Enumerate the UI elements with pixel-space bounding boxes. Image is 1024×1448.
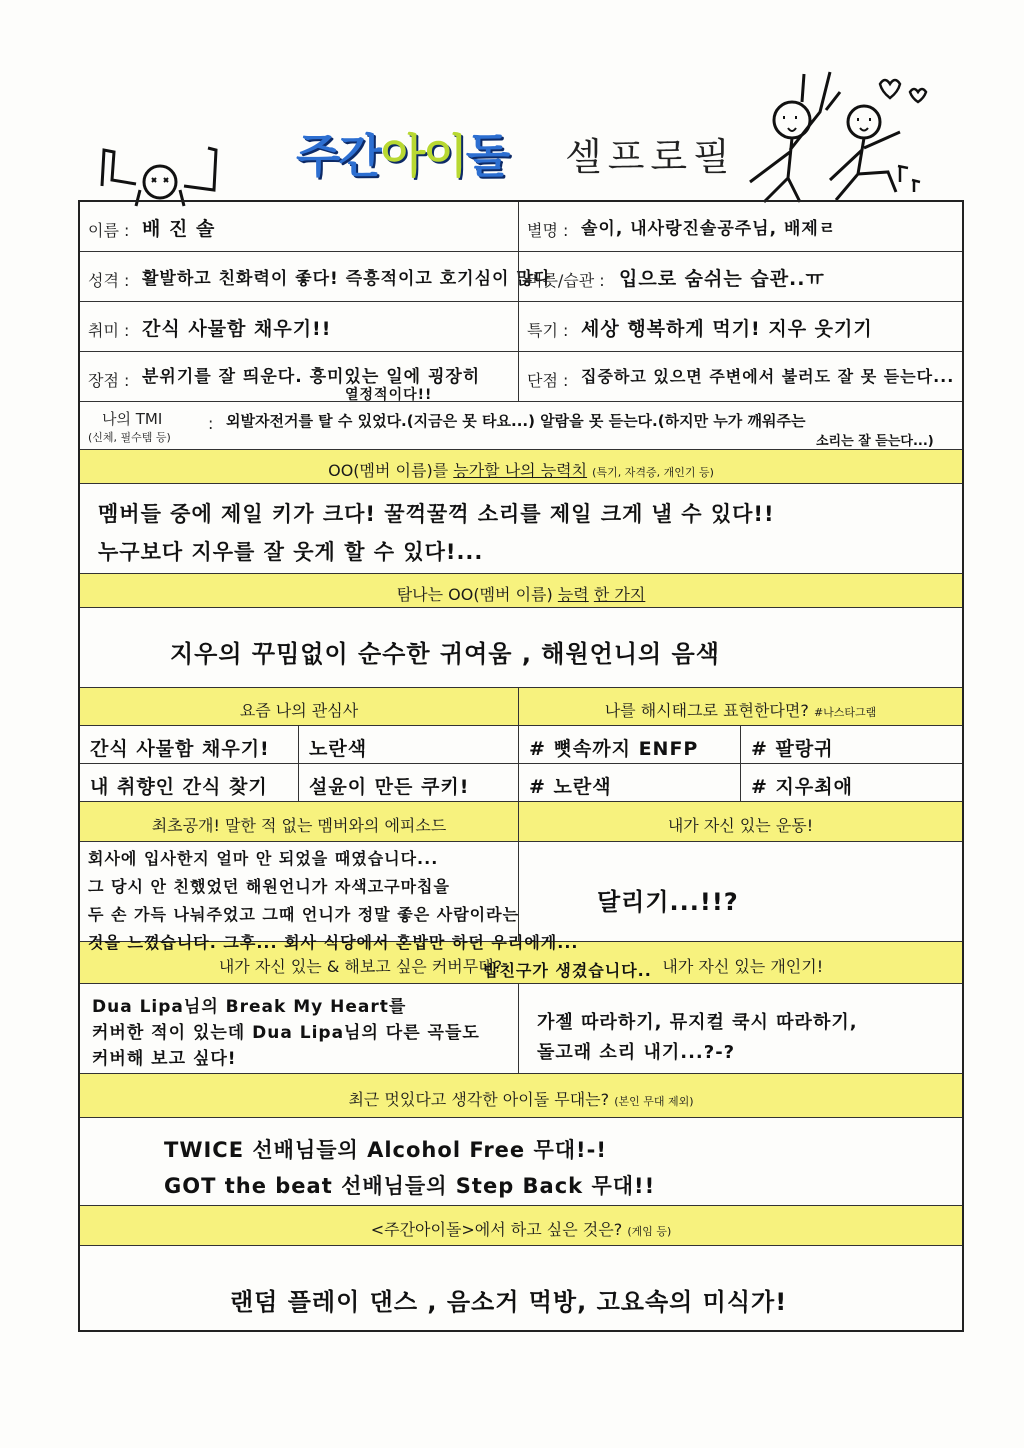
name-row <box>80 202 962 252</box>
skill-line1: 가젤 따라하기, 뮤지컬 쿡시 따라하기, <box>537 1012 858 1033</box>
demerit-cell <box>518 352 962 401</box>
tmi-colon: : <box>208 414 214 433</box>
nickname-cell <box>518 202 962 251</box>
talent-label: 특기 : <box>527 321 569 340</box>
hashtag-item <box>518 764 740 801</box>
profile-form <box>78 200 964 1332</box>
covet-heading <box>80 574 962 608</box>
want-heading-note: (게임 등) <box>627 1225 672 1238</box>
want-heading <box>80 1206 962 1246</box>
episode-heading-cell <box>80 802 518 841</box>
episode-line1: 회사에 입사한지 얼마 안 되었을 때였습니다... <box>88 849 439 868</box>
hobby-label: 취미 : <box>88 321 130 340</box>
interest-item-text: 간식 사물함 채우기! <box>90 738 270 760</box>
personality-value: 활발하고 친화력이 좋다! 즉흥적이고 호기심이 많다 <box>142 269 552 289</box>
cover-skill-body <box>80 984 962 1074</box>
interest-item-text: 노란색 <box>309 738 368 760</box>
episode-line2: 그 당시 안 친했었던 해원언니가 자색고구마칩을 <box>88 877 450 896</box>
hashtag-item-text: # 팔랑귀 <box>751 738 834 760</box>
personality-row <box>80 252 962 302</box>
hashtag-heading-cell <box>518 688 962 725</box>
tmi-sub-label: (신체, 필수템 등) <box>88 431 171 444</box>
hashtag-item <box>740 726 962 763</box>
stage-line1: TWICE 선배님들의 Alcohol Free 무대!-! <box>164 1138 607 1162</box>
habit-cell <box>518 252 962 301</box>
talent-value: 세상 행복하게 먹기! 지우 웃기기 <box>581 318 873 340</box>
merit-label: 장점 : <box>88 371 130 390</box>
hashtag-heading-note: #나스타그램 <box>813 706 877 719</box>
tmi-label: 나의 TMI <box>102 410 163 428</box>
interest-item <box>298 726 518 763</box>
ability-heading-note: (특기, 자격증, 개인기 등) <box>592 466 714 479</box>
ability-heading-underline: 능가할 나의 능력치 <box>453 461 588 480</box>
nickname-label: 별명 : <box>527 221 569 240</box>
hashtag-item <box>740 764 962 801</box>
covet-body <box>80 608 962 688</box>
cover-heading: 내가 자신 있는 & 해보고 싶은 커버무대? <box>218 957 503 976</box>
interest-heading-cell <box>80 688 518 725</box>
stage-body <box>80 1118 962 1206</box>
interest-item <box>298 764 518 801</box>
hashtag-heading: 나를 해시태그로 표현한다면? <box>604 701 809 720</box>
episode-line3: 두 손 가득 나눠주었고 그때 언니가 정말 좋은 사람이라는 <box>88 905 520 924</box>
ability-heading-text: OO(멤버 이름)를 <box>328 461 449 480</box>
interest-hashtag-heading <box>80 688 962 726</box>
ability-line1: 멤버들 중에 제일 키가 크다! 꿀꺽꿀꺽 소리를 제일 크게 낼 수 있다!! <box>98 502 775 526</box>
episode-line4: 것을 느꼈습니다. 그후... 회사 식당에서 혼밥만 하던 우리에게... <box>88 933 579 952</box>
logo-text-part2: 아이 <box>380 129 466 183</box>
merit-row <box>80 352 962 402</box>
hashtag-item-text: # 지우최애 <box>751 776 853 798</box>
stage-heading-text: 최근 멋있다고 생각한 아이돌 무대는? <box>348 1090 610 1109</box>
stage-heading <box>80 1074 962 1118</box>
logo-text-part3: 돌 <box>465 129 509 183</box>
show-logo <box>296 120 508 186</box>
episode-sport-heading <box>80 802 962 842</box>
interest-row-1 <box>80 726 962 764</box>
interest-item <box>80 726 298 763</box>
covet-heading-underline1: 능력 <box>557 585 589 604</box>
nickname-value: 솔이, 내사랑진솔공주님, 배제ㄹ <box>581 219 837 239</box>
ability-body <box>80 484 962 574</box>
skill-heading: 내가 자신 있는 개인기! <box>662 957 824 976</box>
skill-body <box>518 984 962 1073</box>
name-label: 이름 : <box>88 221 130 240</box>
ability-heading <box>80 450 962 484</box>
interest-heading: 요즘 나의 관심사 <box>239 701 359 720</box>
cover-line1: Dua Lipa님의 Break My Heart를 <box>92 997 407 1017</box>
want-body <box>80 1246 962 1330</box>
sport-body <box>518 842 962 941</box>
want-heading-text: <주간아이돌>에서 하고 싶은 것은? <box>370 1220 623 1239</box>
self-profile-title: 셀프로필 <box>565 135 736 179</box>
interest-item <box>80 764 298 801</box>
interest-item-text: 내 취향인 간식 찾기 <box>90 776 268 798</box>
hashtag-item-text: # 노란색 <box>529 776 612 798</box>
left-doodle-figure <box>96 138 226 208</box>
tmi-value-line1: 외발자전거를 탈 수 있었다.(지금은 못 타요...) 알람을 못 듣는다.(하지만 누가 깨워주는 <box>226 412 806 430</box>
stage-heading-note: (본인 무대 제외) <box>614 1095 694 1108</box>
cover-line2: 커버한 적이 있는데 Dua Lipa님의 다른 곡들도 <box>92 1023 480 1043</box>
sport-value: 달리기...!!? <box>597 888 739 916</box>
habit-label: 버릇/습관 : <box>527 271 605 290</box>
logo-text-part1: 주간 <box>296 129 381 183</box>
covet-heading-text: 탐나는 OO(멤버 이름) <box>396 585 553 604</box>
hashtag-item-text: # 뼛속까지 ENFP <box>529 738 699 760</box>
interest-item-text: 설윤이 만든 쿠키! <box>309 776 470 798</box>
name-value: 배 진 솔 <box>142 218 216 240</box>
episode-line5: 밥친구가 생겼습니다.. <box>483 961 652 980</box>
merit-value-line1: 분위기를 잘 띄운다. 흥미있는 일에 굉장히 <box>142 367 481 387</box>
hashtag-item <box>518 726 740 763</box>
tmi-value-line2: 소리는 잘 듣는다...) <box>816 434 934 449</box>
sport-heading: 내가 자신 있는 운동! <box>667 816 814 835</box>
demerit-value: 집중하고 있으면 주변에서 불러도 잘 못 듣는다... <box>581 367 955 386</box>
skill-line2: 돌고래 소리 내기...?-? <box>537 1042 736 1063</box>
cover-body <box>80 984 518 1073</box>
habit-value: 입으로 숨쉬는 습관..ㅠ <box>619 268 825 290</box>
want-value: 랜덤 플레이 댄스 , 음소거 먹방, 고요속의 미식가! <box>230 1288 788 1316</box>
merit-value-line2: 열정적이다!! <box>345 387 433 403</box>
hobby-value: 간식 사물함 채우기!! <box>142 318 332 340</box>
stage-line2: GOT the beat 선배님들의 Step Back 무대!! <box>164 1174 656 1198</box>
episode-heading: 최초공개! 말한 적 없는 멤버와의 에피소드 <box>151 816 447 835</box>
personality-label: 성격 : <box>88 271 130 290</box>
interest-row-2 <box>80 764 962 802</box>
talent-cell <box>518 302 962 351</box>
covet-heading-underline2: 한 가지 <box>593 585 646 604</box>
tmi-row <box>80 402 962 450</box>
demerit-label: 단점 : <box>527 371 569 390</box>
hobby-row <box>80 302 962 352</box>
ability-line2: 누구보다 지우를 잘 웃게 할 수 있다!... <box>98 540 484 564</box>
right-doodle-figures <box>730 62 940 207</box>
covet-value: 지우의 꾸밈없이 순수한 귀여움 , 해원언니의 음색 <box>170 640 720 668</box>
sport-heading-cell <box>518 802 962 841</box>
cover-line3: 커버해 보고 싶다! <box>92 1049 237 1069</box>
